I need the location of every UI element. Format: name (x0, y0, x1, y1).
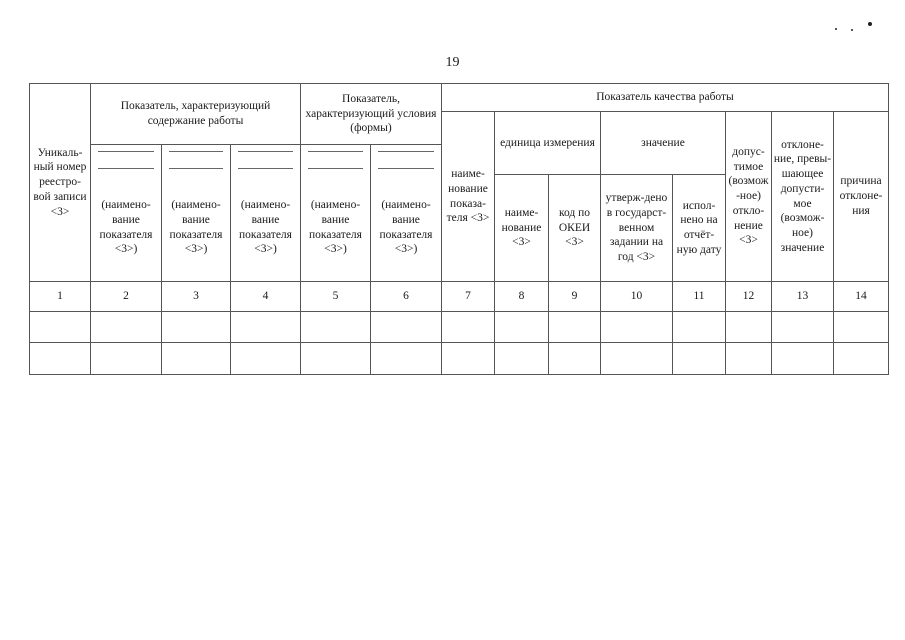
table-cell (834, 312, 889, 343)
header-allowed-deviation: допус-тимое (возмож-ное) откло-нение <3> (726, 112, 772, 282)
blank-line (238, 151, 293, 152)
blank-line (238, 168, 293, 169)
blank-line (98, 151, 154, 152)
blank-line (169, 168, 223, 169)
table-cell (162, 343, 231, 375)
header-unit: единица измерения (495, 112, 601, 175)
column-number: 8 (495, 282, 549, 312)
header-value-executed: испол-нено на отчёт-ную дату (673, 175, 726, 282)
header-exceeding-deviation: отклоне-ние, превы-шающее допусти-мое (возмож-ное) значение (772, 112, 834, 282)
header-deviation-reason: причина отклоне-ния (834, 112, 889, 282)
table-cell (673, 343, 726, 375)
table-cell (371, 312, 442, 343)
blank-line (98, 168, 154, 169)
header-indicator-name: (наимено-вание показателя <3>) (371, 175, 442, 282)
header-quality-name: наиме-нование показа-теля <3> (442, 112, 495, 282)
column-number: 10 (601, 282, 673, 312)
table-cell (549, 343, 601, 375)
column-number: 11 (673, 282, 726, 312)
table-cell (601, 312, 673, 343)
table-cell (772, 343, 834, 375)
column-number: 12 (726, 282, 772, 312)
header-indicator-name: (наимено-вание показателя <3>) (301, 175, 371, 282)
table-cell (772, 312, 834, 343)
blank-indicator-lines (91, 145, 162, 175)
table-cell (301, 312, 371, 343)
table-cell (91, 343, 162, 375)
table-cell (30, 312, 91, 343)
table-cell (726, 343, 772, 375)
table-cell (371, 343, 442, 375)
blank-line (308, 168, 363, 169)
table-cell (495, 343, 549, 375)
header-indicator-name: (наимено-вание показателя <3>) (231, 175, 301, 282)
quality-indicators-table (29, 83, 889, 375)
blank-line (378, 151, 434, 152)
header-content-indicator: Показатель, характеризующий содержание работы (91, 84, 301, 145)
table-cell (91, 312, 162, 343)
blank-line (378, 168, 434, 169)
column-number: 4 (231, 282, 301, 312)
column-number: 13 (772, 282, 834, 312)
column-number: 14 (834, 282, 889, 312)
page-number: 19 (445, 55, 460, 70)
table-row (30, 312, 889, 343)
blank-line (169, 151, 223, 152)
blank-indicator-lines (162, 145, 231, 175)
header-unit-okei: код по ОКЕИ <3> (549, 175, 601, 282)
column-number: 3 (162, 282, 231, 312)
table-cell (673, 312, 726, 343)
header-value: значение (601, 112, 726, 175)
table-row (30, 343, 889, 375)
column-number: 5 (301, 282, 371, 312)
blank-indicator-lines (371, 145, 442, 175)
column-number: 9 (549, 282, 601, 312)
scan-mark (835, 28, 837, 30)
column-number: 6 (371, 282, 442, 312)
column-number: 2 (91, 282, 162, 312)
header-unit-name: наиме-нование <3> (495, 175, 549, 282)
header-quality-indicator: Показатель качества работы (442, 84, 889, 112)
table-cell (301, 343, 371, 375)
blank-indicator-lines (231, 145, 301, 175)
column-number: 1 (30, 282, 91, 312)
header-indicator-name: (наимено-вание показателя <3>) (91, 175, 162, 282)
header-unique-number: Уникаль-ный номер реестро-вой записи <3> (30, 84, 91, 282)
table-cell (442, 343, 495, 375)
table-cell (30, 343, 91, 375)
table-cell (495, 312, 549, 343)
header-conditions-indicator: Показатель, характеризующий условия (формы) (301, 84, 442, 145)
table-cell (834, 343, 889, 375)
header-value-approved: утверж-дено в государст-венном задании на год <3> (601, 175, 673, 282)
table-cell (549, 312, 601, 343)
table-cell (231, 312, 301, 343)
table-cell (162, 312, 231, 343)
scan-mark (851, 29, 853, 31)
scan-mark (868, 22, 872, 26)
blank-line (308, 151, 363, 152)
table-cell (601, 343, 673, 375)
table-cell (442, 312, 495, 343)
header-indicator-name: (наимено-вание показателя <3>) (162, 175, 231, 282)
table-cell (726, 312, 772, 343)
table-cell (231, 343, 301, 375)
column-number: 7 (442, 282, 495, 312)
blank-indicator-lines (301, 145, 371, 175)
